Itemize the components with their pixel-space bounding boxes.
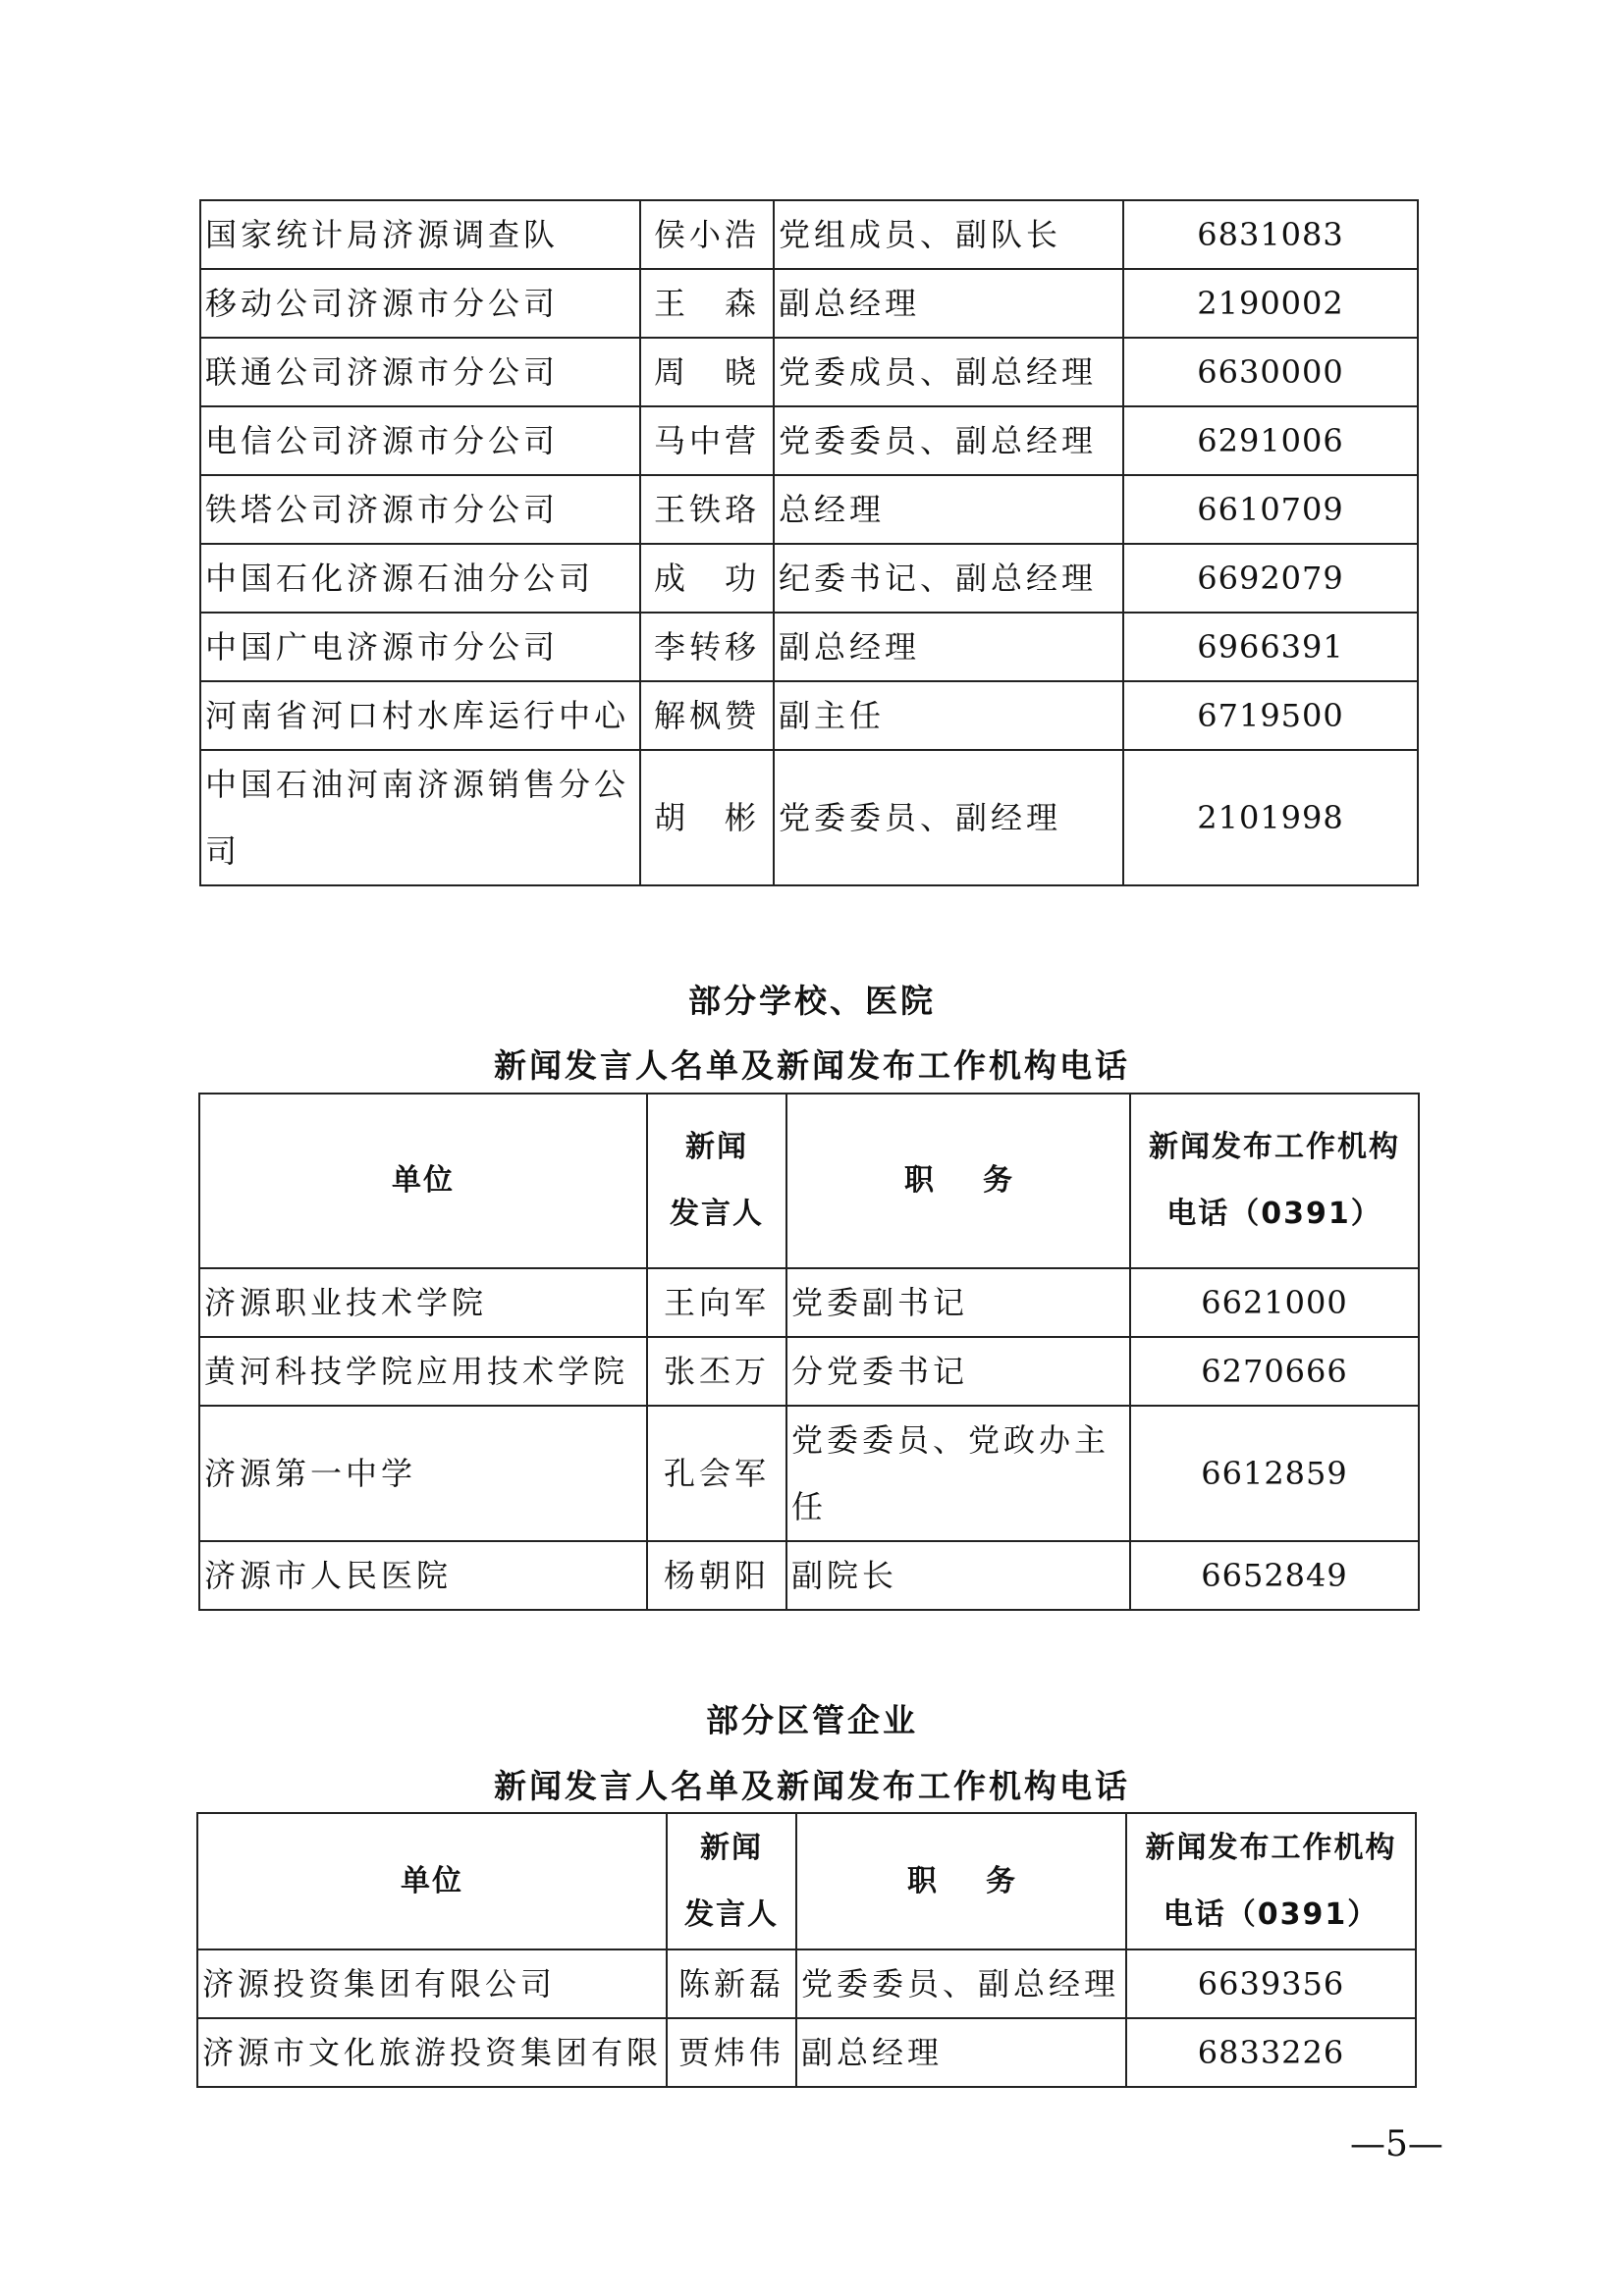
position-cell: 副主任 (774, 681, 1123, 750)
phone-cell: 2101998 (1123, 750, 1418, 885)
header-phone-line1: 新闻发布工作机构 (1145, 1830, 1397, 1865)
person-cell: 马中营 (640, 406, 774, 475)
unit-cell: 济源职业技术学院 (199, 1268, 647, 1337)
phone-cell: 6621000 (1130, 1268, 1419, 1337)
table-row (199, 1406, 1419, 1541)
table-row (200, 269, 1418, 338)
header-phone (1126, 1813, 1416, 1949)
header-person-line1: 新闻 (700, 1830, 763, 1865)
phone-cell: 6291006 (1123, 406, 1418, 475)
header-unit: 单位 (197, 1813, 667, 1949)
table-row (200, 750, 1418, 885)
table-row (200, 475, 1418, 544)
table-organizations (199, 199, 1419, 886)
table-row (200, 200, 1418, 269)
phone-cell: 6612859 (1130, 1406, 1419, 1541)
person-cell: 解枫赞 (640, 681, 774, 750)
table-header-row (199, 1094, 1419, 1268)
phone-cell: 6652849 (1130, 1541, 1419, 1610)
table-header-row (197, 1813, 1416, 1949)
position-cell: 党委成员、副总经理 (774, 338, 1123, 406)
unit-cell: 济源市文化旅游投资集团有限 (197, 2018, 667, 2087)
header-person (647, 1094, 786, 1268)
person-cell: 贾炜伟 (667, 2018, 796, 2087)
person-cell: 孔会军 (647, 1406, 786, 1541)
table-row (197, 2018, 1416, 2087)
position-cell: 党委委员、党政办主任 (786, 1406, 1130, 1541)
unit-cell: 济源投资集团有限公司 (197, 1949, 667, 2018)
header-position (796, 1813, 1126, 1949)
position-cell: 副总经理 (774, 269, 1123, 338)
section3-title-line1: 部分区管企业 (706, 1701, 918, 1739)
person-cell: 李转移 (640, 613, 774, 681)
header-phone-line1: 新闻发布工作机构 (1149, 1130, 1400, 1164)
header-phone-line2: 电话（0391） (1166, 1197, 1382, 1231)
unit-cell: 国家统计局济源调查队 (200, 200, 640, 269)
position-cell: 党委委员、副经理 (774, 750, 1123, 885)
position-cell: 党委委员、副总经理 (796, 1949, 1126, 2018)
unit-cell: 电信公司济源市分公司 (200, 406, 640, 475)
header-person-line2: 发言人 (670, 1197, 764, 1231)
unit-cell: 联通公司济源市分公司 (200, 338, 640, 406)
table-row (199, 1268, 1419, 1337)
unit-cell: 中国石化济源石油分公司 (200, 544, 640, 613)
person-cell: 王铁珞 (640, 475, 774, 544)
table-row (200, 681, 1418, 750)
phone-cell: 6833226 (1126, 2018, 1416, 2087)
person-cell: 王 森 (640, 269, 774, 338)
position-cell: 副总经理 (796, 2018, 1126, 2087)
phone-cell: 6610709 (1123, 475, 1418, 544)
table-schools-hospitals (198, 1093, 1420, 1611)
phone-cell: 2190002 (1123, 269, 1418, 338)
header-unit: 单位 (199, 1094, 647, 1268)
header-position-label: 职务 (904, 1163, 1061, 1198)
person-cell: 王向军 (647, 1268, 786, 1337)
position-cell: 副总经理 (774, 613, 1123, 681)
table-row (197, 1949, 1416, 2018)
table-row (200, 406, 1418, 475)
phone-cell: 6692079 (1123, 544, 1418, 613)
position-cell: 分党委书记 (786, 1337, 1130, 1406)
table-row (199, 1541, 1419, 1610)
phone-cell: 6639356 (1126, 1949, 1416, 2018)
unit-cell: 中国石油河南济源销售分公司 (200, 750, 640, 885)
person-cell: 侯小浩 (640, 200, 774, 269)
position-cell: 纪委书记、副总经理 (774, 544, 1123, 613)
table-enterprises (196, 1812, 1417, 2088)
table-row (200, 338, 1418, 406)
header-phone-line2: 电话（0391） (1163, 1896, 1380, 1932)
unit-cell: 中国广电济源市分公司 (200, 613, 640, 681)
unit-cell: 河南省河口村水库运行中心 (200, 681, 640, 750)
header-phone (1130, 1094, 1419, 1268)
unit-cell: 移动公司济源市分公司 (200, 269, 640, 338)
person-cell: 杨朝阳 (647, 1541, 786, 1610)
header-person (667, 1813, 796, 1949)
header-person-line1: 新闻 (685, 1130, 748, 1164)
person-cell: 成 功 (640, 544, 774, 613)
unit-cell: 铁塔公司济源市分公司 (200, 475, 640, 544)
person-cell: 胡 彬 (640, 750, 774, 885)
header-person-line2: 发言人 (684, 1896, 779, 1932)
position-cell: 总经理 (774, 475, 1123, 544)
phone-cell: 6831083 (1123, 200, 1418, 269)
header-position (786, 1094, 1130, 1268)
position-cell: 党委委员、副总经理 (774, 406, 1123, 475)
section2-title-line2: 新闻发言人名单及新闻发布工作机构电话 (494, 1046, 1130, 1085)
person-cell: 周 晓 (640, 338, 774, 406)
position-cell: 党委副书记 (786, 1268, 1130, 1337)
header-position-label: 职务 (907, 1863, 1064, 1898)
person-cell: 陈新磊 (667, 1949, 796, 2018)
table-row (199, 1337, 1419, 1406)
phone-cell: 6719500 (1123, 681, 1418, 750)
unit-cell: 黄河科技学院应用技术学院 (199, 1337, 647, 1406)
unit-cell: 济源第一中学 (199, 1406, 647, 1541)
person-cell: 张丕万 (647, 1337, 786, 1406)
table-row (200, 613, 1418, 681)
unit-cell: 济源市人民医院 (199, 1541, 647, 1610)
section2-title-line1: 部分学校、医院 (688, 982, 936, 1020)
phone-cell: 6630000 (1123, 338, 1418, 406)
phone-cell: 6966391 (1123, 613, 1418, 681)
table-row (200, 544, 1418, 613)
position-cell: 党组成员、副队长 (774, 200, 1123, 269)
page-number: —5— (1350, 2124, 1443, 2164)
phone-cell: 6270666 (1130, 1337, 1419, 1406)
section3-title-line2: 新闻发言人名单及新闻发布工作机构电话 (494, 1767, 1130, 1805)
position-cell: 副院长 (786, 1541, 1130, 1610)
